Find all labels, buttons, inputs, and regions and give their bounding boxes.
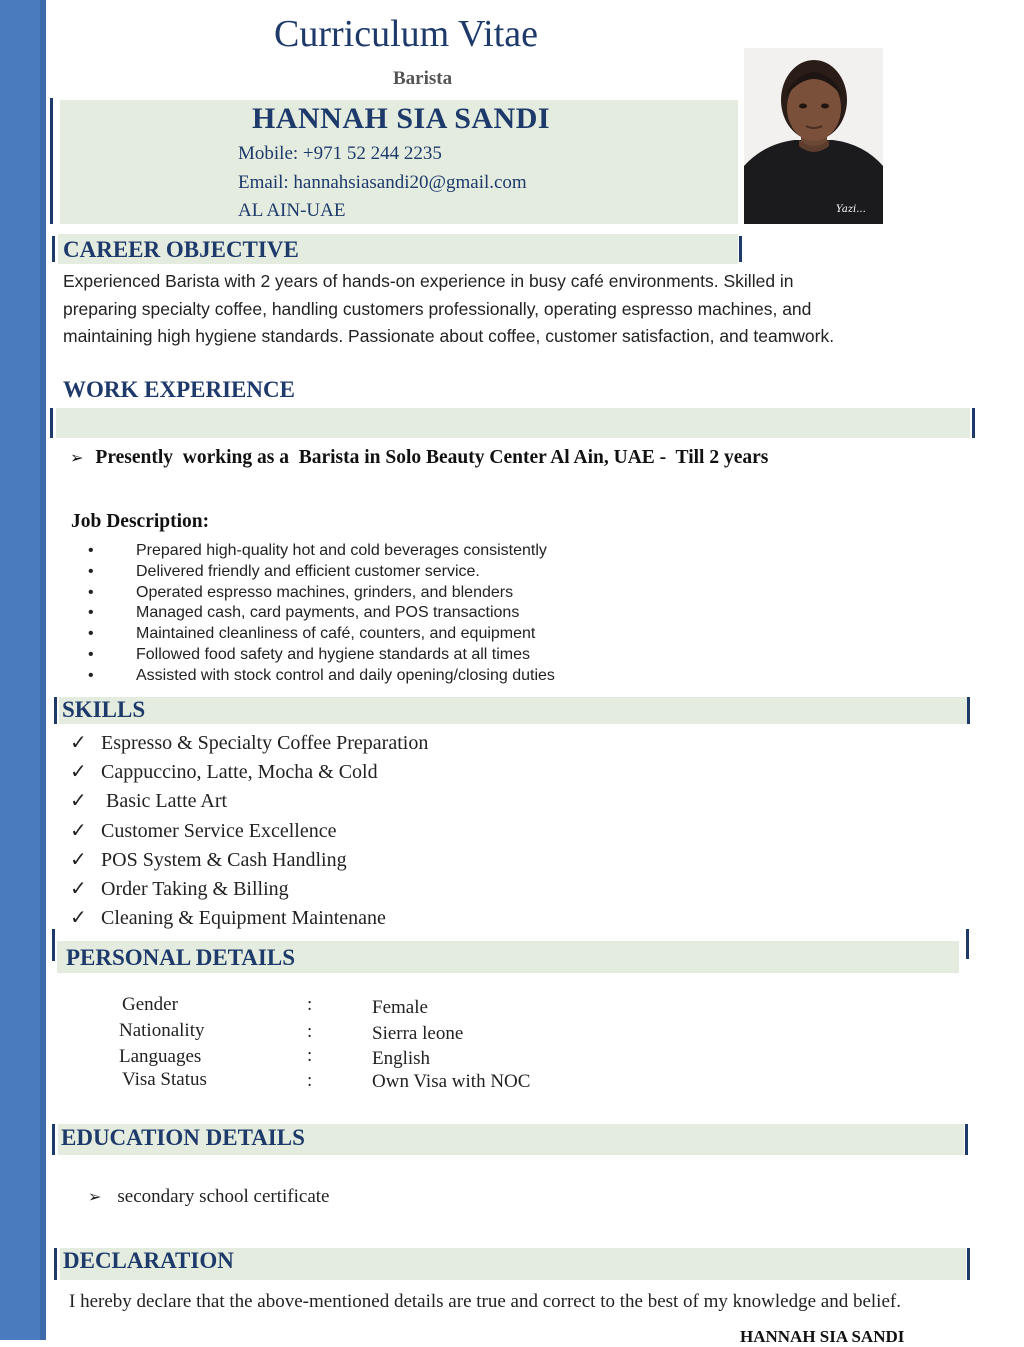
detail-label: Languages bbox=[119, 1046, 202, 1067]
detail-value: Female bbox=[372, 997, 428, 1018]
skill-text: Cappuccino, Latte, Mocha & Cold bbox=[101, 761, 378, 784]
location: AL AIN-UAE bbox=[238, 200, 346, 221]
skill-text: Espresso & Specialty Coffee Preparation bbox=[101, 732, 429, 754]
education-heading: EDUCATION DETAILS bbox=[61, 1125, 305, 1150]
education-rule-left bbox=[52, 1124, 55, 1155]
work-experience-rule-right bbox=[972, 408, 975, 438]
detail-separator: : bbox=[307, 1070, 313, 1091]
list-item bbox=[70, 817, 428, 846]
svg-text:Yazi...: Yazi... bbox=[836, 204, 866, 215]
career-objective-heading: CAREER OBJECTIVE bbox=[63, 237, 299, 262]
skill-text: POS System & Cash Handling bbox=[101, 848, 347, 871]
checkmark-icon: ✓ bbox=[70, 907, 87, 930]
document-title: Curriculum Vitae bbox=[274, 13, 539, 55]
skills-rule-left bbox=[54, 697, 57, 724]
list-item bbox=[70, 758, 428, 787]
portrait-illustration bbox=[744, 48, 883, 224]
detail-separator: : bbox=[307, 1021, 313, 1042]
declaration-rule-right bbox=[967, 1248, 970, 1280]
checkmark-icon: ✓ bbox=[70, 877, 87, 900]
objective-line: maintaining high hygiene standards. Passionate about coffee, customer satisfaction, and teamwork. bbox=[63, 326, 835, 346]
detail-label: Gender bbox=[122, 994, 178, 1015]
detail-label: Nationality bbox=[119, 1020, 205, 1041]
objective-line: Experienced Barista with 2 years of hands-on experience in busy café environments. Skilled in bbox=[63, 271, 794, 291]
checkmark-icon: ✓ bbox=[70, 732, 87, 754]
arrow-bullet-icon: ➢ bbox=[88, 1187, 102, 1206]
current-position bbox=[70, 447, 768, 469]
contact-box-rule bbox=[50, 98, 53, 224]
job-duties-list bbox=[88, 541, 555, 687]
declaration-text: I hereby declare that the above-mentioned details are true and correct to the best of my knowledge and belief. bbox=[69, 1291, 901, 1312]
career-objective-rule-right bbox=[739, 236, 742, 262]
signature-name: HANNAH SIA SANDI bbox=[740, 1327, 905, 1346]
list-item: • Followed food safety and hygiene standards at all times bbox=[88, 645, 555, 666]
list-item bbox=[70, 904, 428, 933]
list-item: • Prepared high-quality hot and cold beverages consistently bbox=[88, 541, 555, 562]
career-objective-rule-left bbox=[52, 236, 55, 262]
candidate-name: HANNAH SIA SANDI bbox=[252, 102, 551, 135]
detail-value: English bbox=[372, 1048, 431, 1069]
skill-text: Basic Latte Art bbox=[101, 790, 228, 813]
list-item: • Operated espresso machines, grinders, and blenders bbox=[88, 583, 555, 604]
checkmark-icon: ✓ bbox=[70, 819, 87, 842]
list-item: • Maintained cleanliness of café, counters, and equipment bbox=[88, 624, 555, 645]
personal-details-rule-left bbox=[52, 929, 55, 961]
skills-heading: SKILLS bbox=[62, 697, 146, 722]
list-item: • Delivered friendly and efficient customer service. bbox=[88, 562, 555, 583]
personal-details-heading: PERSONAL DETAILS bbox=[66, 945, 296, 970]
skills-rule-right bbox=[967, 697, 970, 724]
checkmark-icon: ✓ bbox=[70, 848, 87, 871]
detail-label: Visa Status bbox=[122, 1069, 207, 1090]
skill-text: Customer Service Excellence bbox=[101, 819, 337, 842]
list-item bbox=[70, 875, 428, 904]
career-objective-text bbox=[63, 268, 943, 351]
detail-separator: : bbox=[307, 994, 313, 1015]
list-item bbox=[70, 787, 428, 816]
checkmark-icon: ✓ bbox=[70, 790, 87, 813]
personal-details-rule-right bbox=[966, 929, 969, 959]
work-experience-bar bbox=[56, 408, 970, 438]
skill-text: Order Taking & Billing bbox=[101, 877, 289, 900]
list-item: • Managed cash, card payments, and POS transactions bbox=[88, 603, 555, 624]
objective-line: preparing specialty coffee, handling customers professionally, operating espresso machines, and bbox=[63, 298, 812, 319]
arrow-bullet-icon: ➢ bbox=[70, 448, 84, 467]
left-accent-bar-edge bbox=[40, 0, 46, 1340]
job-title: Barista bbox=[393, 68, 453, 89]
email-address: Email: hannahsiasandi20@gmail.com bbox=[238, 172, 527, 193]
declaration-rule-left bbox=[54, 1248, 57, 1280]
list-item bbox=[70, 846, 428, 875]
list-item: • Assisted with stock control and daily opening/closing duties bbox=[88, 666, 555, 687]
mobile-number: Mobile: +971 52 244 2235 bbox=[238, 143, 442, 164]
job-description-heading: Job Description: bbox=[71, 511, 210, 532]
position-text: Presently working as a Barista in Solo Beauty Center Al Ain, UAE - Till 2 years bbox=[95, 447, 769, 468]
education-item bbox=[88, 1186, 329, 1208]
education-text: secondary school certificate bbox=[117, 1186, 330, 1207]
detail-separator: : bbox=[307, 1045, 313, 1066]
skills-list bbox=[70, 729, 428, 933]
skills-bar bbox=[59, 697, 967, 724]
education-rule-right bbox=[965, 1124, 968, 1155]
detail-value: Own Visa with NOC bbox=[372, 1071, 531, 1092]
profile-photo bbox=[744, 48, 883, 224]
skill-text: Cleaning & Equipment Maintenane bbox=[101, 907, 386, 930]
list-item bbox=[70, 729, 428, 758]
declaration-heading: DECLARATION bbox=[63, 1248, 234, 1273]
checkmark-icon: ✓ bbox=[70, 761, 87, 784]
detail-value: Sierra leone bbox=[372, 1023, 464, 1044]
work-experience-rule-left bbox=[50, 408, 53, 438]
work-experience-heading: WORK EXPERIENCE bbox=[63, 377, 295, 402]
